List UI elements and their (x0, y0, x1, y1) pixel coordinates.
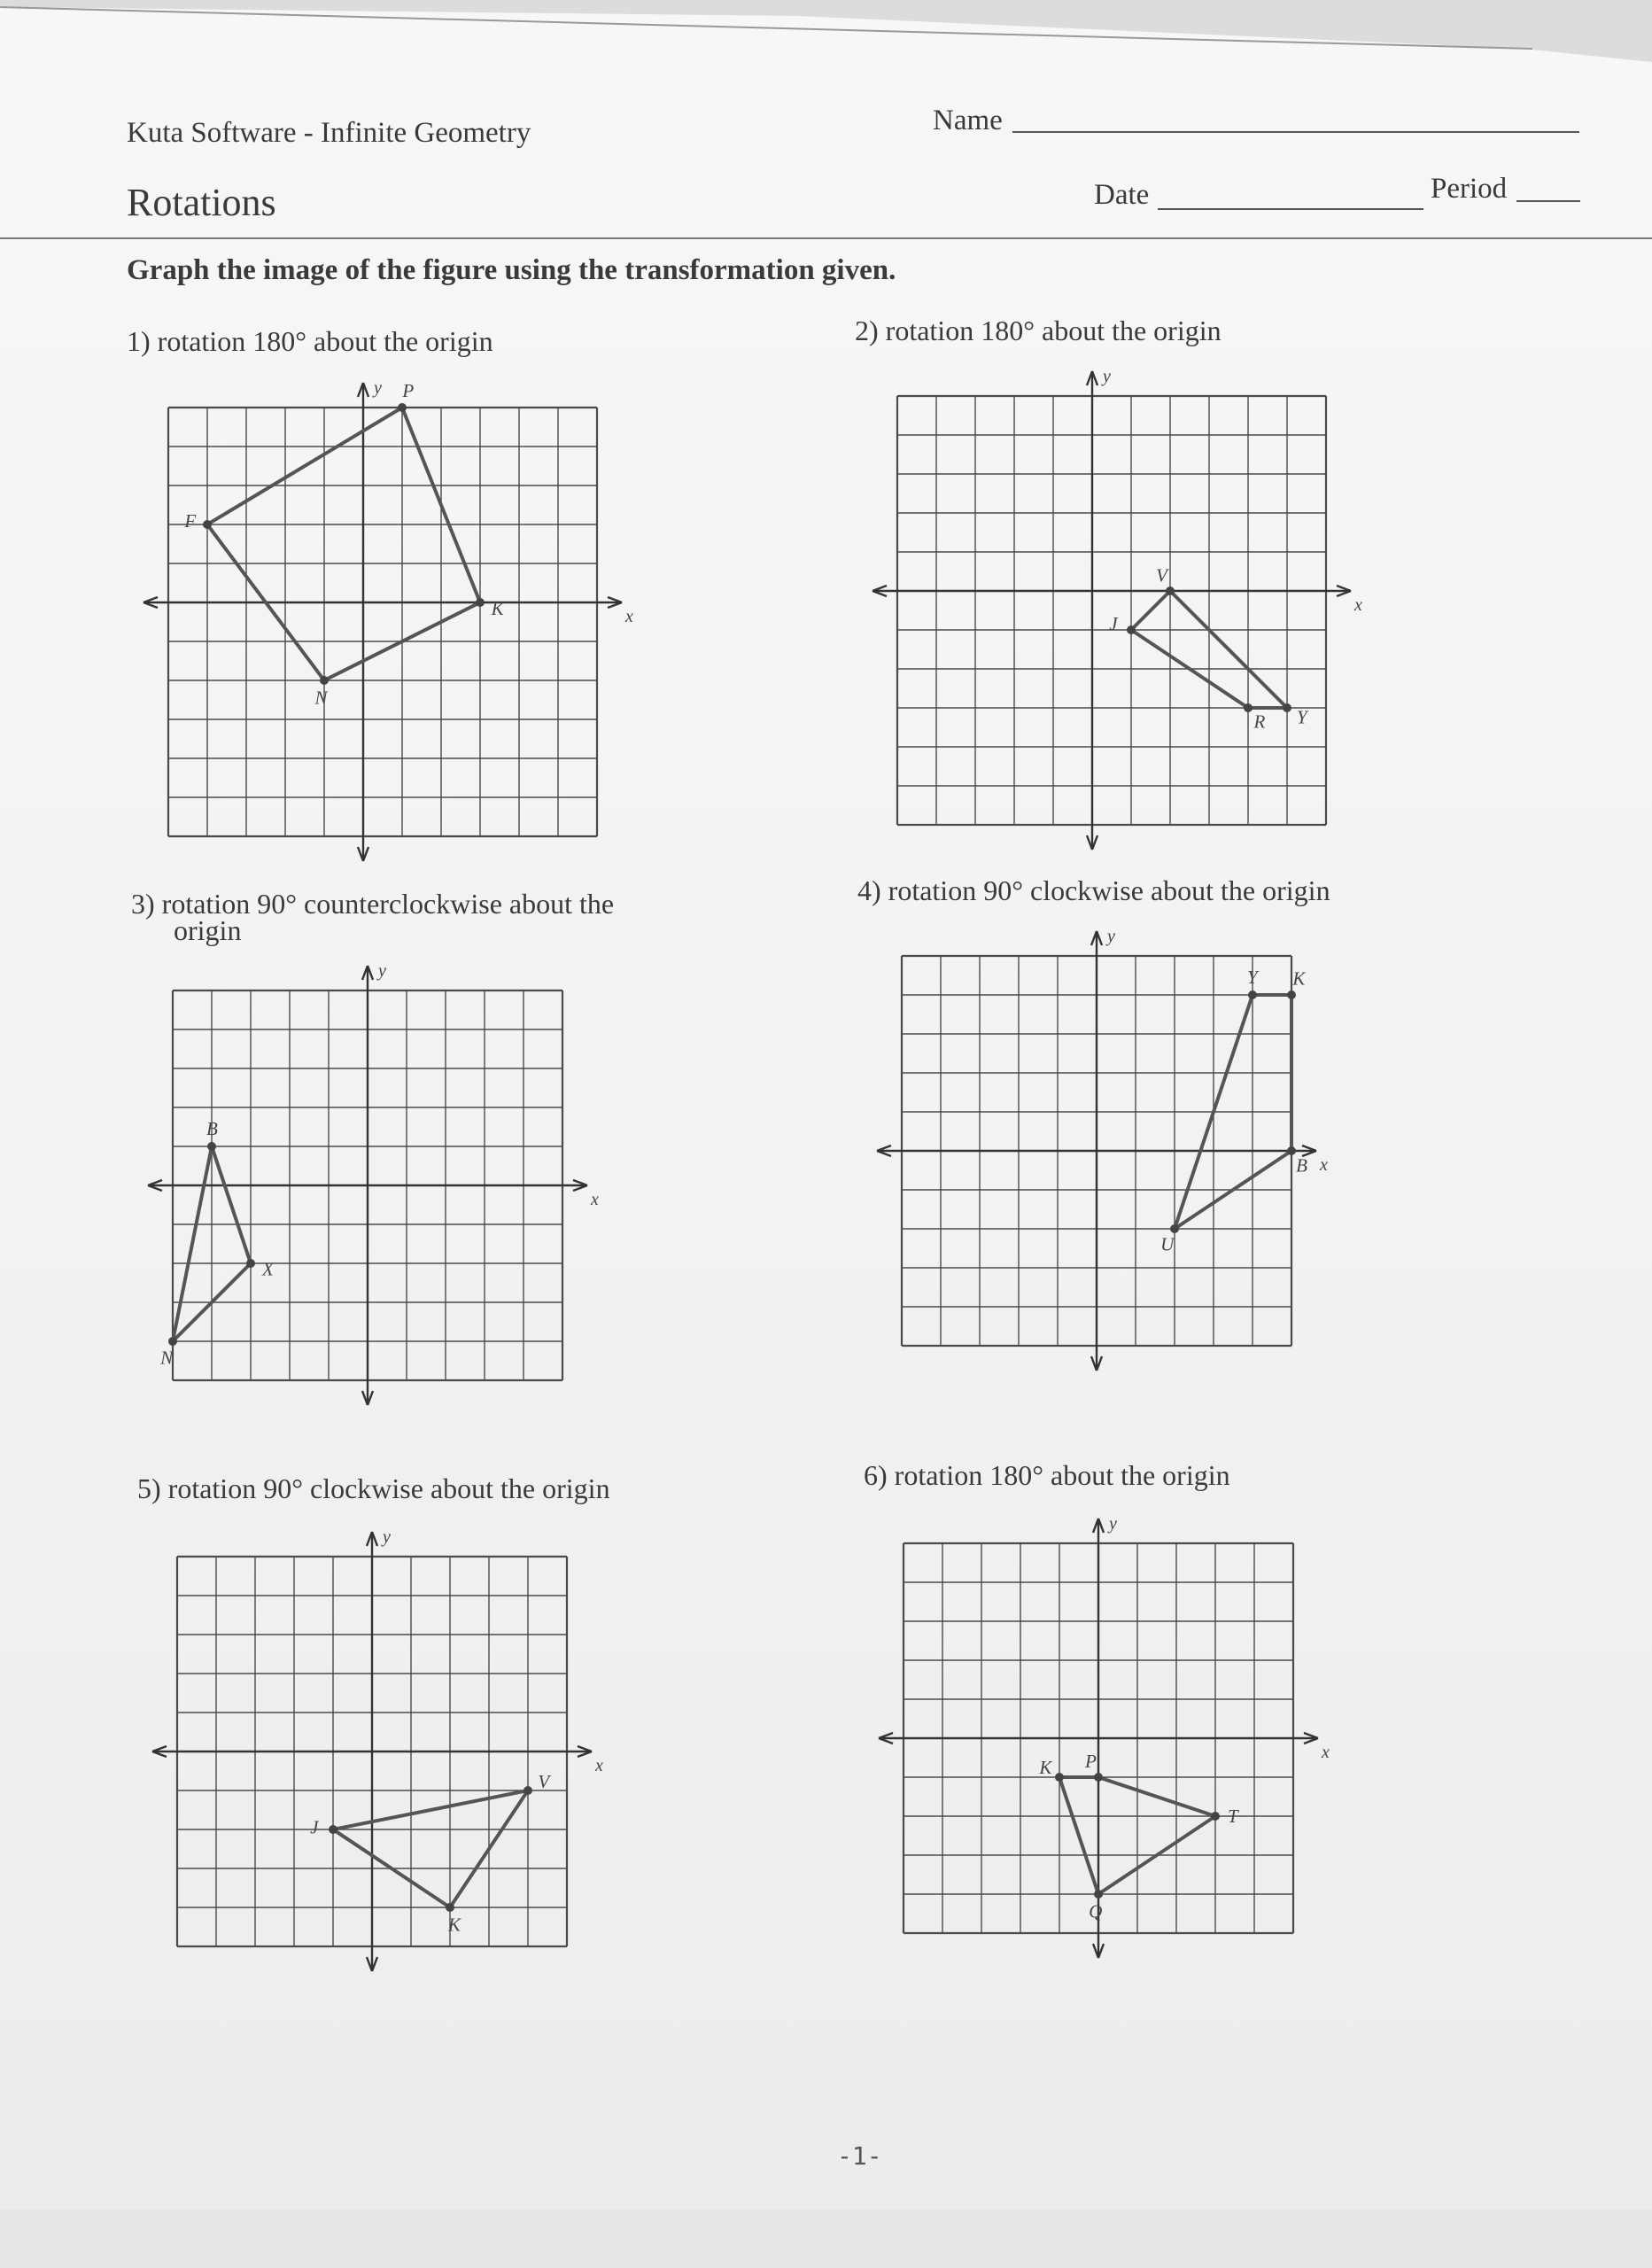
vertex-B-label: B (206, 1118, 218, 1139)
problem-5-grid[interactable] (142, 1521, 602, 1982)
vertex-R-label: R (1253, 711, 1266, 733)
page-fold-shadow (0, 0, 1652, 62)
problem-6-text: rotation 180° about the origin (894, 1459, 1230, 1491)
problem-4-grid[interactable] (866, 920, 1327, 1381)
problem-3-grid-lines (148, 961, 599, 1405)
x-axis-label: x (1322, 1743, 1330, 1762)
vertex-K-point (1287, 990, 1296, 999)
problem-5-label (137, 1472, 610, 1504)
vertex-P-point (398, 403, 407, 412)
problem-5-number: 5) (137, 1472, 161, 1504)
x-axis-label: x (1354, 595, 1362, 615)
vertex-F-label: F (184, 510, 197, 532)
scan-bottom-band (0, 2210, 1652, 2268)
vertex-N-point (168, 1337, 177, 1346)
problem-3-number: 3) (131, 888, 155, 920)
vertex-K-label: K (447, 1914, 461, 1936)
vertex-Q-label: Q (1089, 1900, 1103, 1922)
problem-1-grid[interactable] (133, 372, 632, 872)
vertex-P-point (1094, 1773, 1103, 1782)
y-axis-label: y (1107, 927, 1115, 946)
vertex-U-point (1170, 1224, 1179, 1233)
vertex-J-label: J (1109, 612, 1118, 634)
problem-5-text: rotation 90° clockwise about the origin (167, 1472, 610, 1504)
vertex-K-point (476, 598, 485, 607)
vertex-P-label: P (1085, 1751, 1097, 1773)
y-axis-label: y (1109, 1514, 1117, 1534)
page-number: -1- (837, 2141, 882, 2171)
y-axis-label: y (374, 378, 382, 398)
problem-6-label (864, 1459, 1230, 1491)
vertex-K-point (1055, 1773, 1064, 1782)
problem-4-text: rotation 90° clockwise about the origin (888, 874, 1330, 906)
problem-1-figure (207, 408, 480, 680)
vertex-K-label: K (491, 598, 504, 620)
vertex-X-point (246, 1259, 255, 1268)
problem-2-label (855, 317, 1222, 344)
vertex-J-label: J (310, 1816, 319, 1838)
x-axis-label: x (595, 1756, 603, 1775)
vertex-V-point (524, 1786, 532, 1795)
vertex-B-point (1287, 1146, 1296, 1155)
vertex-N-point (320, 676, 329, 685)
problem-4-grid-lines (877, 927, 1328, 1371)
vertex-Y-point (1283, 703, 1291, 712)
vertex-Q-point (1094, 1890, 1103, 1899)
instructions: Graph the image of the figure using the transformation given. (127, 254, 896, 286)
problem-3-text-line1: rotation 90° counterclockwise about the (161, 888, 615, 920)
problem-3-label (131, 890, 614, 944)
vertex-F-point (203, 520, 212, 529)
problem-6-grid[interactable] (868, 1508, 1329, 1969)
problem-5-grid-lines (152, 1527, 603, 1971)
name-label: Name (933, 105, 1003, 136)
header-divider (0, 237, 1652, 239)
problem-1-label (127, 325, 493, 357)
vertex-Y-label: Y (1296, 706, 1307, 728)
y-axis-label: y (383, 1527, 391, 1547)
vertex-J-point (1127, 625, 1136, 634)
problem-5-figure (333, 1790, 528, 1907)
y-axis-label: y (378, 961, 386, 981)
problem-2-number: 2) (855, 315, 879, 346)
vertex-K-point (446, 1903, 454, 1912)
vertex-J-point (329, 1825, 337, 1834)
problem-2-grid[interactable] (862, 361, 1361, 860)
vertex-T-point (1211, 1812, 1220, 1821)
date-label: Date (1094, 179, 1150, 211)
problem-4-label (857, 874, 1330, 906)
x-axis-label: x (625, 607, 633, 626)
vertex-Y-point (1248, 990, 1257, 999)
problem-2-grid-lines (873, 367, 1362, 850)
problem-4-number: 4) (857, 874, 881, 906)
vertex-U-label: U (1160, 1233, 1175, 1255)
period-field[interactable] (1516, 200, 1580, 202)
vertex-V-point (1166, 586, 1175, 595)
problem-1-text: rotation 180° about the origin (157, 325, 493, 357)
publisher-label: Kuta Software - Infinite Geometry (127, 117, 531, 149)
vertex-Y-label: Y (1247, 967, 1258, 988)
problem-1-grid-lines (143, 378, 633, 861)
vertex-B-point (207, 1142, 216, 1151)
problem-1-number: 1) (127, 325, 151, 357)
vertex-N-label: N (160, 1347, 174, 1369)
date-field[interactable] (1158, 208, 1423, 210)
problem-3-text-line2: origin (174, 914, 242, 946)
vertex-K-label: K (1292, 967, 1306, 990)
page-title: Rotations (127, 181, 276, 224)
x-axis-label: x (1320, 1155, 1328, 1175)
period-label: Period (1431, 173, 1508, 205)
vertex-V-label: V (1156, 564, 1167, 586)
problem-2-text: rotation 180° about the origin (885, 315, 1222, 346)
problem-6-number: 6) (864, 1459, 888, 1491)
vertex-V-label: V (538, 1771, 550, 1793)
problem-3-grid[interactable] (137, 955, 598, 1416)
vertex-N-label: N (314, 687, 328, 709)
vertex-P-label: P (402, 380, 415, 402)
x-axis-label: x (591, 1190, 599, 1209)
vertex-T-label: T (1228, 1806, 1238, 1827)
vertex-X-label: X (261, 1258, 274, 1280)
vertex-B-label: B (1296, 1154, 1307, 1177)
vertex-K-label: K (1039, 1756, 1052, 1778)
problem-6-grid-lines (879, 1514, 1330, 1958)
y-axis-label: y (1103, 367, 1111, 386)
vertex-R-point (1244, 703, 1253, 712)
name-field[interactable] (1012, 131, 1579, 133)
